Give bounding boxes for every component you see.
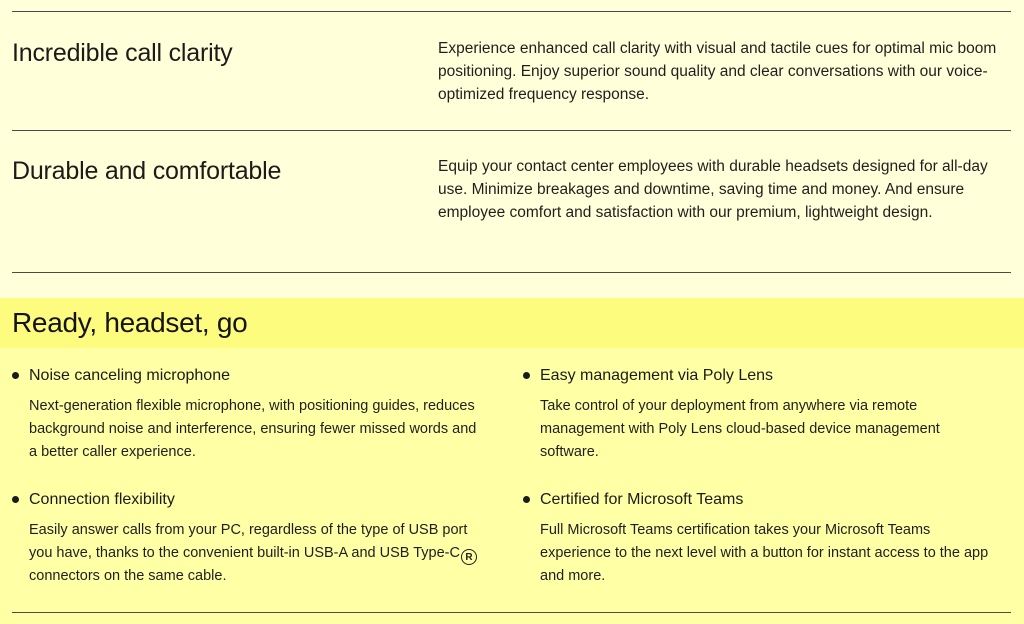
list-item-microsoft-teams [523, 489, 993, 588]
bullet-description [29, 519, 482, 588]
registered-trademark-icon: R [461, 549, 477, 565]
bullet-heading [523, 365, 993, 387]
feature-desc-call-clarity: Experience enhanced call clarity with visual and tactile cues for optimal mic boom positioning. Enjoy superior sound quality and clear conversations with our voice-optimized frequency response. [438, 40, 997, 103]
bullet-description: Take control of your deployment from anywhere via remote management with Poly Lens cloud-based device management software. [540, 398, 940, 460]
bullet-icon [12, 496, 19, 503]
list-item-poly-lens [523, 365, 993, 464]
section-title: Ready, headset, go [12, 307, 248, 338]
section-banner [0, 298, 1024, 348]
bullet-icon [523, 496, 530, 503]
bullet-heading-text: Certified for Microsoft Teams [540, 491, 744, 508]
bullet-description: Full Microsoft Teams certification takes your Microsoft Teams experience to the next level with a button for instant access to the app and more. [540, 522, 989, 584]
bullet-heading-text: Connection flexibility [29, 491, 175, 508]
highlights-section [0, 348, 1024, 624]
divider [12, 130, 1011, 131]
divider [12, 612, 1011, 613]
bullet-description: Next-generation flexible microphone, with positioning guides, reduces background noise and interference, ensuring fewer missed words and a better caller experience. [29, 398, 477, 460]
bullet-heading [12, 489, 482, 511]
feature-desc-durable: Equip your contact center employees with durable headsets designed for all-day use. Minimize breakages and downtime, saving time and money. And ensure employee comfort and satisfaction with our premium, lightweight design. [438, 158, 988, 221]
bullet-icon [523, 372, 530, 379]
bullet-heading [12, 365, 482, 387]
feature-title-durable: Durable and comfortable [12, 157, 282, 185]
bullet-description-text: Easily answer calls from your PC, regardless of the type of USB port you have, thanks to the convenient built-in USB-A and USB Type-C [29, 522, 468, 561]
bullet-description-text-end: connectors on the same cable. [29, 568, 227, 584]
divider [12, 11, 1011, 12]
bullet-heading-text: Easy management via Poly Lens [540, 367, 774, 384]
bullet-heading [523, 489, 993, 511]
bullet-heading-text: Noise canceling microphone [29, 367, 230, 384]
list-item-noise-canceling [12, 365, 482, 464]
bullet-icon [12, 372, 19, 379]
feature-title-call-clarity: Incredible call clarity [12, 39, 233, 67]
features-section [0, 0, 1024, 298]
divider [12, 272, 1011, 273]
list-item-connection-flexibility [12, 489, 482, 588]
